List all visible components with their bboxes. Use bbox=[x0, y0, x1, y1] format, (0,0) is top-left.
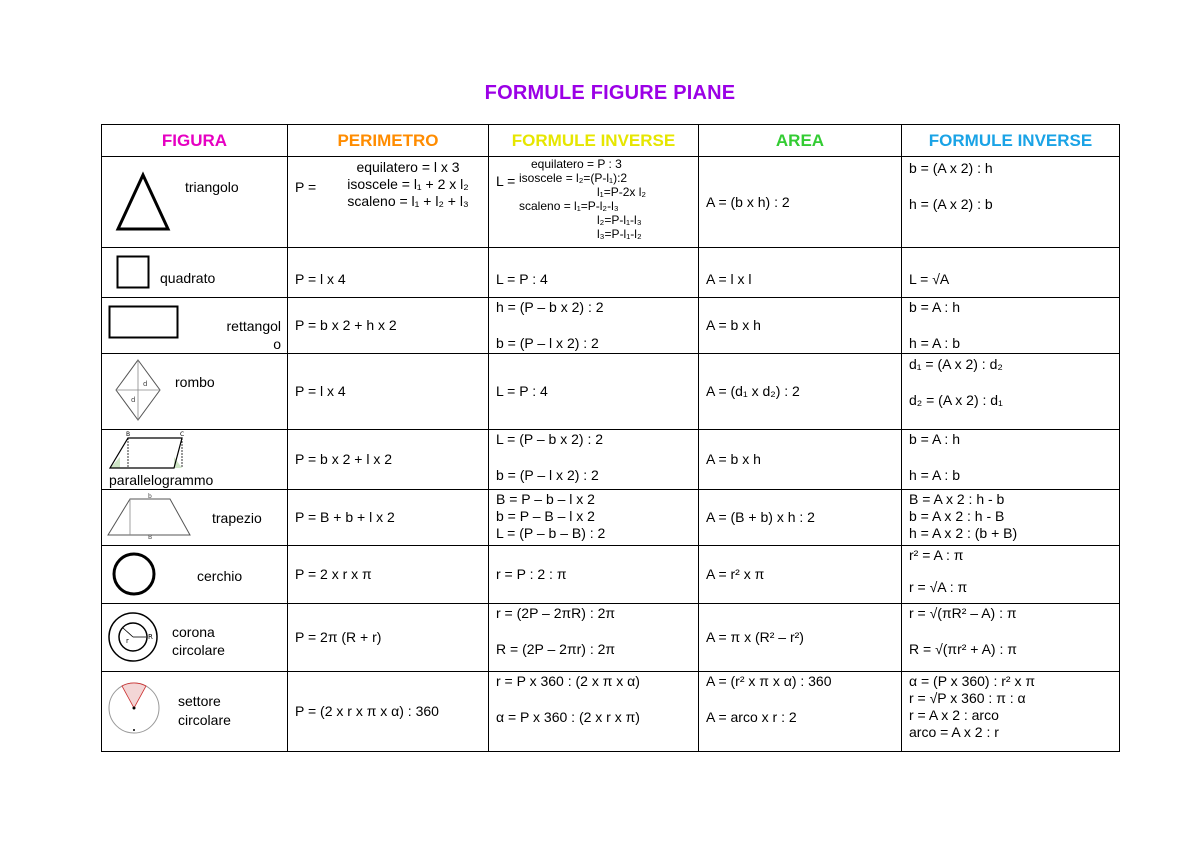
square-figure bbox=[116, 255, 152, 291]
area-line: A = (r² x π x α) : 360 bbox=[706, 673, 832, 689]
header-inverse-perimetro: FORMULE INVERSE bbox=[489, 125, 699, 157]
cell-figure-corona bbox=[102, 604, 288, 672]
perimetro-lines bbox=[328, 159, 488, 210]
inverse-line: h = (P – b x 2) : 2 bbox=[496, 299, 604, 315]
corona-R-label: R bbox=[148, 633, 153, 641]
cell-figure-quadrato bbox=[102, 248, 288, 298]
rhombus-figure bbox=[113, 358, 163, 422]
cell-inverse-cerchio: r = P : 2 : π bbox=[489, 546, 699, 604]
cell-inverse-rettangolo bbox=[489, 298, 699, 354]
triangle-figure bbox=[115, 171, 171, 233]
inverse-line: L = (P – b – B) : 2 bbox=[496, 525, 606, 541]
row-trapezio bbox=[102, 490, 1120, 546]
area-inverse-line: B = A x 2 : h - b bbox=[909, 491, 1005, 507]
area-inverse-line: r = √A : π bbox=[909, 579, 968, 595]
header-inverse-area: FORMULE INVERSE bbox=[902, 125, 1120, 157]
cell-perimetro-corona: P = 2π (R + r) bbox=[288, 604, 489, 672]
figure-name: quadrato bbox=[160, 270, 216, 286]
cell-figure-parallelogrammo bbox=[102, 430, 288, 490]
cell-perimetro-quadrato: P = l x 4 bbox=[288, 248, 489, 298]
area-inverse-line: b = (A x 2) : h bbox=[909, 160, 993, 176]
figure-name: cerchio bbox=[197, 568, 243, 584]
header-row bbox=[102, 125, 1120, 157]
inverse-line: B = P – b – l x 2 bbox=[496, 491, 595, 507]
figure-name: rombo bbox=[175, 374, 215, 390]
row-rombo bbox=[102, 354, 1120, 430]
inverse-line: r = P x 360 : (2 x π x α) bbox=[496, 673, 640, 689]
cell-area-inverse-triangolo bbox=[902, 157, 1120, 248]
area-inverse-line: b = A x 2 : h - B bbox=[909, 508, 1005, 524]
area-inverse-line: b = A : h bbox=[909, 299, 960, 315]
cell-area-inverse-corona bbox=[902, 604, 1120, 672]
trapezio-B-label: B bbox=[148, 534, 153, 539]
par-label: C bbox=[180, 431, 185, 438]
cell-inverse-rombo: L = P : 4 bbox=[489, 354, 699, 430]
figure-name-line1: settore bbox=[178, 693, 221, 709]
area-inverse-line: r = A x 2 : arco bbox=[909, 707, 999, 723]
inverse-line: l₂=P-l₁-l₃ bbox=[597, 213, 642, 227]
cell-perimetro-trapezio: P = B + b + l x 2 bbox=[288, 490, 489, 546]
inverse-prefix: L = bbox=[496, 173, 516, 189]
area-inverse-line: b = A : h bbox=[909, 431, 960, 447]
area-inverse-line: α = (P x 360) : r² x π bbox=[909, 673, 1036, 689]
cell-figure-rombo bbox=[102, 354, 288, 430]
cell-inverse-triangolo bbox=[489, 157, 699, 248]
figure-name: trapezio bbox=[212, 510, 262, 526]
cell-area-triangolo: A = (b x h) : 2 bbox=[699, 157, 902, 248]
cell-area-parallelogrammo: A = b x h bbox=[699, 430, 902, 490]
cell-area-cerchio: A = r² x π bbox=[699, 546, 902, 604]
row-rettangolo bbox=[102, 298, 1120, 354]
cell-inverse-corona bbox=[489, 604, 699, 672]
cell-area-inverse-trapezio bbox=[902, 490, 1120, 546]
perimetro-line: equilatero = l x 3 bbox=[356, 159, 460, 175]
area-inverse-line: h = (A x 2) : b bbox=[909, 196, 993, 212]
area-inverse-line: h = A : b bbox=[909, 335, 960, 351]
figure-name-line2: circolare bbox=[178, 712, 231, 728]
area-inverse-line: h = A x 2 : (b + B) bbox=[909, 525, 1018, 541]
cell-area-inverse-quadrato: L = √A bbox=[902, 248, 1120, 298]
page-title: FORMULE FIGURE PIANE bbox=[484, 82, 736, 104]
cell-area-inverse-cerchio bbox=[902, 546, 1120, 604]
cell-area-settore bbox=[699, 672, 902, 752]
cell-perimetro-triangolo bbox=[288, 157, 489, 248]
row-cerchio bbox=[102, 546, 1120, 604]
cell-area-inverse-rombo bbox=[902, 354, 1120, 430]
inverse-line: l₁=P-2x l₂ bbox=[597, 185, 647, 199]
area-line: A = arco x r : 2 bbox=[706, 709, 797, 725]
rombo-d-label: d bbox=[131, 396, 136, 404]
row-quadrato bbox=[102, 248, 1120, 298]
cell-area-corona: A = π x (R² – r²) bbox=[699, 604, 902, 672]
perimetro-prefix: P = bbox=[295, 179, 317, 195]
figure-name-line2: o bbox=[273, 336, 281, 352]
inverse-line: r = (2P – 2πR) : 2π bbox=[496, 605, 616, 621]
cell-perimetro-rombo: P = l x 4 bbox=[288, 354, 489, 430]
cell-perimetro-cerchio: P = 2 x r x π bbox=[288, 546, 489, 604]
par-label: B bbox=[126, 431, 131, 438]
figure-name-line1: rettangol bbox=[226, 318, 281, 334]
cell-figure-settore bbox=[102, 672, 288, 752]
cell-area-inverse-rettangolo bbox=[902, 298, 1120, 354]
cell-perimetro-rettangolo: P = b x 2 + h x 2 bbox=[288, 298, 489, 354]
annulus-figure bbox=[106, 610, 160, 664]
circle-figure bbox=[111, 551, 157, 597]
cell-inverse-parallelogrammo bbox=[489, 430, 699, 490]
cell-area-trapezio: A = (B + b) x h : 2 bbox=[699, 490, 902, 546]
rectangle-figure bbox=[108, 305, 180, 339]
inverse-line: scaleno = l₁=P-l₂-l₃ bbox=[519, 199, 619, 213]
inverse-line: equilatero = P : 3 bbox=[531, 157, 622, 171]
inverse-line: L = (P – b x 2) : 2 bbox=[496, 431, 604, 447]
figure-name: parallelogrammo bbox=[109, 472, 214, 488]
cell-perimetro-parallelogrammo: P = b x 2 + l x 2 bbox=[288, 430, 489, 490]
cell-figure-rettangolo bbox=[102, 298, 288, 354]
cell-inverse-settore bbox=[489, 672, 699, 752]
area-inverse-line: d₁ = (A x 2) : d₂ bbox=[909, 356, 1003, 372]
area-inverse-line: r² = A : π bbox=[909, 547, 964, 563]
rombo-d-label: d bbox=[143, 380, 148, 388]
row-settore bbox=[102, 672, 1120, 752]
perimetro-line: isoscele = l₁ + 2 x l₂ bbox=[347, 176, 469, 192]
inverse-line: R = (2P – 2πr) : 2π bbox=[496, 641, 616, 657]
inverse-line: l₃=P-l₁-l₂ bbox=[597, 227, 642, 241]
cell-area-rombo: A = (d₁ x d₂) : 2 bbox=[699, 354, 902, 430]
figure-name-line2: circolare bbox=[172, 642, 225, 658]
row-triangolo bbox=[102, 157, 1120, 248]
inverse-line: α = P x 360 : (2 x r x π) bbox=[496, 709, 640, 725]
perimetro-line: scaleno = l₁ + l₂ + l₃ bbox=[347, 193, 469, 209]
cell-area-inverse-parallelogrammo bbox=[902, 430, 1120, 490]
cell-area-rettangolo: A = b x h bbox=[699, 298, 902, 354]
cell-inverse-trapezio bbox=[489, 490, 699, 546]
inverse-line: isoscele = l₂=(P-l₁):2 bbox=[519, 171, 628, 185]
area-inverse-line: arco = A x 2 : r bbox=[909, 724, 999, 740]
row-parallelogrammo bbox=[102, 430, 1120, 490]
inverse-lines bbox=[519, 157, 694, 241]
parallelogram-figure bbox=[108, 430, 188, 470]
inverse-line: b = (P – l x 2) : 2 bbox=[496, 467, 599, 483]
formulas-table bbox=[101, 124, 1120, 752]
row-corona bbox=[102, 604, 1120, 672]
figure-name: triangolo bbox=[185, 179, 239, 195]
trapezio-b-label: b bbox=[148, 493, 152, 500]
cell-figure-triangolo bbox=[102, 157, 288, 248]
cell-area-quadrato: A = l x l bbox=[699, 248, 902, 298]
header-figura: FIGURA bbox=[102, 125, 288, 157]
inverse-line: b = (P – l x 2) : 2 bbox=[496, 335, 599, 351]
cell-inverse-quadrato: L = P : 4 bbox=[489, 248, 699, 298]
corona-r-label: r bbox=[126, 637, 129, 645]
cell-area-inverse-settore bbox=[902, 672, 1120, 752]
inverse-line: b = P – B – l x 2 bbox=[496, 508, 595, 524]
header-perimetro: PERIMETRO bbox=[288, 125, 489, 157]
figure-name-line1: corona bbox=[172, 624, 215, 640]
sector-figure bbox=[106, 680, 162, 740]
header-area: AREA bbox=[699, 125, 902, 157]
cell-figure-cerchio bbox=[102, 546, 288, 604]
area-inverse-line: d₂ = (A x 2) : d₁ bbox=[909, 392, 1003, 408]
area-inverse-line: r = √(πR² – A) : π bbox=[909, 605, 1017, 621]
cell-figure-trapezio bbox=[102, 490, 288, 546]
trapezoid-figure bbox=[106, 493, 192, 539]
area-inverse-line: r = √P x 360 : π : α bbox=[909, 690, 1026, 706]
area-inverse-line: h = A : b bbox=[909, 467, 960, 483]
cell-perimetro-settore: P = (2 x r x π x α) : 360 bbox=[288, 672, 489, 752]
area-inverse-line: R = √(πr² + A) : π bbox=[909, 641, 1017, 657]
